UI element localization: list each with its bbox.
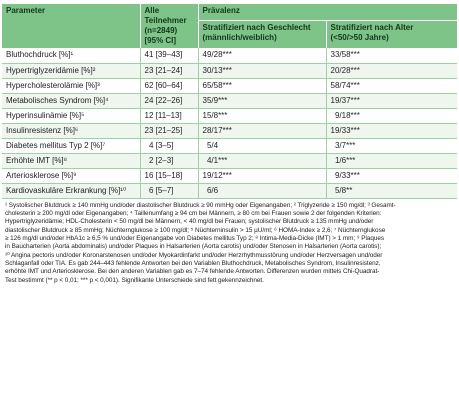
row-sex: 35/9*** xyxy=(198,93,326,108)
row-all: 12 [11–13] xyxy=(140,108,198,123)
table-row xyxy=(2,78,457,93)
footnote-line: cholesterin ≥ 200 mg/dl oder Eigenangaben; ⁴ Taillenumfang ≥ 94 cm bei Männern, ≥ 80 cm bei Frauen sowie 2 der folgenden Kriterien: xyxy=(5,209,382,217)
header-all-participants xyxy=(140,4,198,48)
row-parameter: Erhöhte IMT [%]⁸ xyxy=(2,153,140,168)
table-row xyxy=(2,63,457,78)
row-sex: 65/58*** xyxy=(198,78,326,93)
header-age-line2: (<50/>50 Jahre) xyxy=(330,32,389,42)
row-sex: 15/8*** xyxy=(198,108,326,123)
row-all xyxy=(140,153,198,168)
row-parameter: Diabetes mellitus Typ 2 [%]⁷ xyxy=(2,138,140,153)
table-row xyxy=(2,138,457,153)
row-sex: 30/13*** xyxy=(198,63,326,78)
row-age: 58/74*** xyxy=(326,78,457,93)
table-footnotes xyxy=(2,199,457,285)
table-row xyxy=(2,93,457,108)
footnote-line: ¹⁰ Angina pectoris und/oder Koronarstenosen und/oder Myokardinfarkt und/oder Herzrhythmusstörung und/oder Herzversagen und/oder xyxy=(5,251,383,259)
row-all: 24 [22–26] xyxy=(140,93,198,108)
row-age: 19/33*** xyxy=(326,123,457,138)
table-row xyxy=(2,48,457,63)
row-age-value: 5/8** xyxy=(334,185,353,195)
table-row xyxy=(2,123,457,138)
row-age-value: 9/33*** xyxy=(334,170,360,180)
row-sex: 19/12*** xyxy=(198,168,326,183)
header-by-sex xyxy=(198,20,326,48)
row-sex: 49/28*** xyxy=(198,48,326,63)
footnote-line: in Baucharterien (Aorta abdominalis) und/oder Plaques in Halsarterien (Aorta carotis) und/oder Stenosen in Halsarterien (Aorta carotis); xyxy=(5,243,382,251)
row-parameter: Hypercholesterolämie [%]³ xyxy=(2,78,140,93)
row-all-value: 4 [3–5] xyxy=(148,140,174,150)
row-all: 41 [39–43] xyxy=(140,48,198,63)
row-all xyxy=(140,138,198,153)
row-sex: 28/17*** xyxy=(198,123,326,138)
footnote-line: Schlaganfall oder TIA. Es gab 244–443 fehlende Antworten bei den Variablen Bluthochdruck, Metabolisches Syndrom, Insulinresistenz, xyxy=(5,259,381,267)
row-sex-value: 4/1*** xyxy=(206,155,228,165)
header-all-line2: (n=2849) xyxy=(144,26,178,35)
footnote-line: diastolischer Blutdruck ≥ 85 mmHg; Nüchternglukose ≥ 100 mg/dl; ⁵ Nüchterninsulin > 15 µU/ml; ⁶ HOMA-Index ≥ 2,6; ⁷ Nüchternglukose xyxy=(5,226,386,234)
row-age xyxy=(326,153,457,168)
row-sex-value: 6/6 xyxy=(206,185,219,195)
row-all xyxy=(140,183,198,198)
table-header xyxy=(2,4,457,48)
row-all-value: 2 [2–3] xyxy=(148,155,174,165)
row-age xyxy=(326,138,457,153)
row-age-value: 1/6*** xyxy=(334,155,356,165)
row-parameter: Hyperinsulinämie [%]⁵ xyxy=(2,108,140,123)
table-row xyxy=(2,108,457,123)
row-parameter: Arteriosklerose [%]⁹ xyxy=(2,168,140,183)
row-all-value: 6 [5–7] xyxy=(148,185,174,195)
row-sex xyxy=(198,183,326,198)
row-parameter: Bluthochdruck [%]¹ xyxy=(2,48,140,63)
row-age: 20/28*** xyxy=(326,63,457,78)
footnote-line: erhöhte IMT und Arteriosklerose. Bei den anderen Variablen gab es 7–74 fehlende Antworten. Differenzen wurden mittels Chi-Quadrat- xyxy=(5,268,380,276)
row-sex-value: 5/4 xyxy=(206,140,219,150)
prevalence-table xyxy=(2,4,457,199)
header-by-age xyxy=(326,20,457,48)
row-parameter: Metabolisches Syndrom [%]⁴ xyxy=(2,93,140,108)
row-age: 33/58*** xyxy=(326,48,457,63)
row-sex xyxy=(198,153,326,168)
row-age-value: 9/18*** xyxy=(334,110,360,120)
row-age xyxy=(326,183,457,198)
header-all-line1: Alle Teilnehmer xyxy=(144,6,187,25)
header-parameter: Parameter xyxy=(2,4,140,48)
row-sex xyxy=(198,138,326,153)
row-age: 19/37*** xyxy=(326,93,457,108)
row-age-value: 3/7*** xyxy=(334,140,356,150)
table-body xyxy=(2,48,457,198)
table-row xyxy=(2,168,457,183)
row-age xyxy=(326,108,457,123)
footnote-line: ¹ Systolischer Blutdruck ≥ 140 mmHg und/oder diastolischer Blutdruck ≥ 90 mmHg oder Eigenangaben; ² Triglyzeride ≥ 150 mg/dl; ³ Gesamt- xyxy=(5,201,396,209)
row-all: 23 [21–25] xyxy=(140,123,198,138)
header-age-line1: Stratifiziert nach Alter xyxy=(330,22,414,32)
header-sex-line2: (männlich/weiblich) xyxy=(202,32,277,42)
table-row xyxy=(2,183,457,198)
footnote-line: ≥ 126 mg/dl und/oder HbA1c ≥ 6,5 % und/oder Eigenangabe von Diabetes mellitus Typ 2; ⁸ Intima-Media-Dicke (IMT) > 1 mm; ⁹ Plaques xyxy=(5,234,385,242)
header-sex-line1: Stratifiziert nach Geschlecht xyxy=(202,22,311,32)
row-all: 23 [21–24] xyxy=(140,63,198,78)
row-parameter: Kardiovaskuläre Erkrankung [%]¹⁰ xyxy=(2,183,140,198)
row-age xyxy=(326,168,457,183)
row-all: 62 [60–64] xyxy=(140,78,198,93)
table-row xyxy=(2,153,457,168)
row-parameter: Insulinresistenz [%]⁶ xyxy=(2,123,140,138)
row-all: 16 [15–18] xyxy=(140,168,198,183)
header-prevalence: Prävalenz xyxy=(198,4,457,20)
header-all-line3: [95% CI] xyxy=(144,36,177,45)
footnote-line: Hypertriglyzeridämie; HDL-Cholesterin < 50 mg/dl bei Männern, < 40 mg/dl bei Frauen; systolischer Blutdruck ≥ 135 mmHg und/oder xyxy=(5,218,374,226)
footnote-line: Test bestimmt (** p < 0,01; *** p < 0,001). Signifikante Unterschiede sind fett gekennzeichnet. xyxy=(5,276,264,284)
row-parameter: Hypertriglyzeridämie [%]² xyxy=(2,63,140,78)
